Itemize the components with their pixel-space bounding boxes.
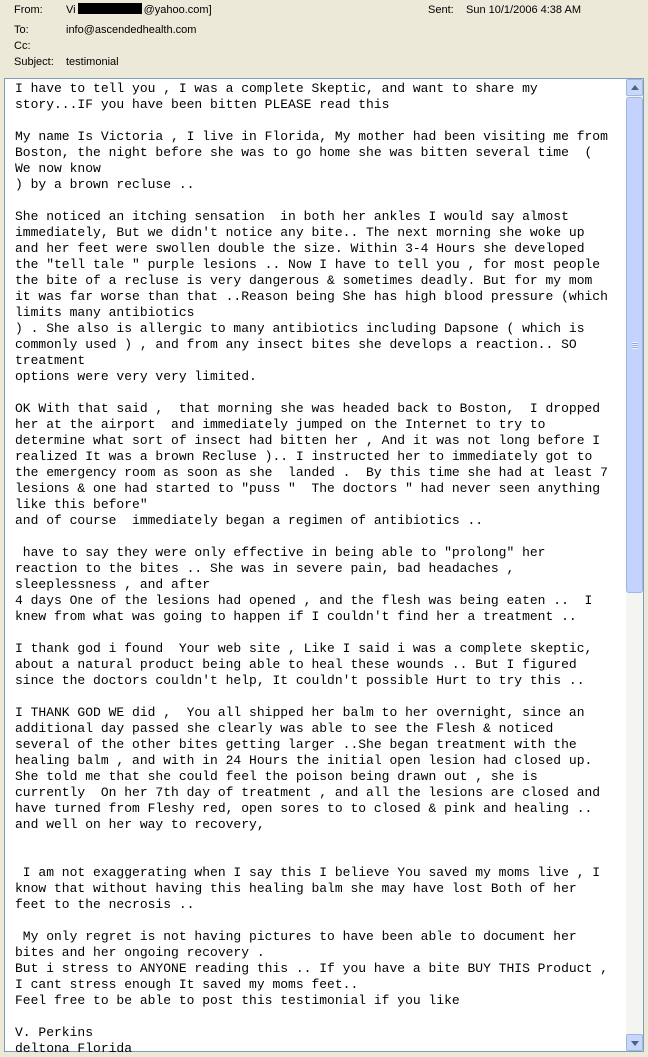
arrow-up-icon xyxy=(631,85,639,90)
grip-icon xyxy=(632,342,638,349)
to-label: To: xyxy=(14,24,29,36)
cc-label: Cc: xyxy=(14,40,31,52)
vertical-scrollbar[interactable] xyxy=(626,79,643,1051)
sent-value: Sun 10/1/2006 4:38 AM xyxy=(466,4,581,16)
message-body[interactable] xyxy=(4,78,644,1056)
from-label: From: xyxy=(14,4,43,16)
subject-value: testimonial xyxy=(66,56,119,68)
scroll-up-button[interactable] xyxy=(626,79,643,96)
subject-label: Subject: xyxy=(14,56,54,68)
scrollbar-thumb[interactable] xyxy=(626,97,643,593)
from-value[interactable] xyxy=(66,2,212,18)
sent-label: Sent: xyxy=(428,4,454,16)
scroll-down-button[interactable] xyxy=(626,1034,643,1051)
from-prefix: Vi xyxy=(66,4,76,16)
from-suffix: @yahoo.com] xyxy=(143,4,212,16)
to-value[interactable]: info@ascendedhealth.com xyxy=(66,24,197,36)
redaction-bar xyxy=(78,3,142,14)
message-body-text: I have to tell you , I was a complete Skeptic, and want to share my story...IF you have been bitten PLEASE read this My name Is Victoria , I live in Florida, My mother had been visiting me from Boston, the night before she was to go home she was bitten several time ( We now know ) by a brown recluse .. She noticed an itching sensation in both her ankles I would say almost immediately, But we didn't notice any bite.. The next morning she woke up and her feet were swollen double the size. Within 3-4 Hours she developed the "tell tale " purple lesions .. Now I have to tell you , for most people the bite of a recluse is very dangerous & sometimes deadly. But for my mom it was far worse than that ..Reason being She has high blood pressure (which limits many antibiotics ) . She also is allergic to many antibiotics including Dapsone ( which is commonly used ) , and from any insect bites she develops a reaction.. SO treatment options were very very limited. OK With that said , that morning she was headed back to Boston, I dropped her at the airport and immediately jumped on the Internet to try to determine what sort of insect had bitten her , And it was not long before I realized It was a brown Recluse ).. I instructed her to immediately got to the emergency room as soon as she landed . By this time she had at least 7 lesions & one had started to "puss " The doctors " had never seen anything like this before" and of course immediately began a regimen of antibiotics .. have to say they were only effective in being able to "prolong" her reaction to the bites .. She was in severe pain, bad headaches , sleeplessness , and after 4 days One of the lesions had opened , and the flesh was being eaten .. I knew from what was going to happen if I couldn't find her a treatment .. I thank god i found Your web site , Like I said i was a complete skeptic, about a natural product being able to heal these wounds .. But I figured since the doctors couldn't help, It couldn't possible Hurt to try this .. I THANK GOD WE did , You all shipped her balm to her overnight, since an additional day passed she clearly was able to see the Flesh & noticed several of the other bites getting larger ..She began treatment with the healing balm , and with in 24 Hours the initial open lesion had closed up. She told me that she could feel the poison being drawn out , she is currently On her 7th day of treatment , and all the lesions are closed and have turned from Fleshy red, open sores to to closed & pink and healing .. and well on her way to recovery, I am not exaggerating when I say this I believe You saved my moms live , I know that without having this healing balm she may have lost Both of her feet to the necrosis .. My only regret is not having pictures to have been able to document her bites and her ongoing recovery . But i stress to ANYONE reading this .. If you have a bite BUY THIS Product , I cant stress enough It saved my moms feet.. Feel free to be able to post this testimonial if you like V. Perkins deltona Florida xyxy=(15,81,608,1056)
arrow-down-icon xyxy=(631,1041,639,1046)
message-header xyxy=(0,0,648,76)
